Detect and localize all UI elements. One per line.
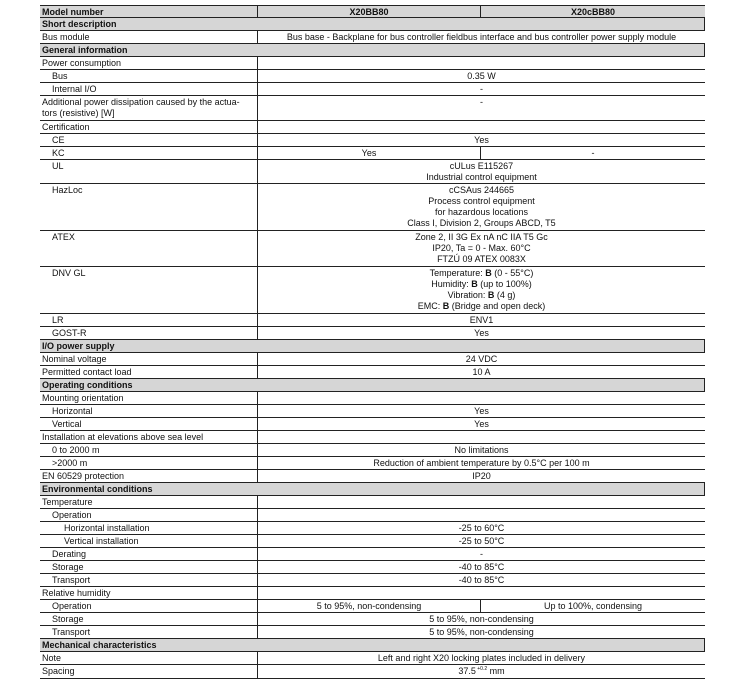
row-label: GOST-R [40, 327, 258, 339]
row-label: Bus [40, 70, 258, 82]
table-row [40, 267, 705, 314]
row-value: cULus E115267 Industrial control equipment [426, 161, 537, 182]
row-label: Storage [40, 561, 258, 573]
row-value-col1: Yes [258, 147, 481, 159]
row-value: Temperature: B (0 - 55°C) Humidity: B (up to 100%) Vibration: B (4 g) EMC: B (Bridge and open deck) [417, 268, 546, 311]
table-row [40, 561, 705, 574]
row-label: Operation [40, 600, 258, 612]
section-general-information [40, 44, 705, 57]
row-label: >2000 m [40, 457, 258, 469]
table-row [40, 626, 705, 639]
table-row [40, 83, 705, 96]
row-value: 0.35 W [467, 71, 496, 81]
table-row [40, 496, 705, 509]
row-label: Derating [40, 548, 258, 560]
row-label: LR [40, 314, 258, 326]
table-row [40, 327, 705, 340]
section-title: I/O power supply [40, 340, 705, 352]
row-value: -25 to 60°C [458, 523, 505, 533]
section-operating-conditions [40, 379, 705, 392]
table-row [40, 353, 705, 366]
row-value: 10 A [472, 367, 491, 377]
table-row [40, 134, 705, 147]
row-value: Yes [474, 419, 489, 429]
row-label: Nominal voltage [40, 353, 258, 365]
row-label: CE [40, 134, 258, 146]
section-io-power-supply [40, 340, 705, 353]
row-label: Permitted contact load [40, 366, 258, 378]
table-row [40, 470, 705, 483]
table-row [40, 57, 705, 70]
table-row [40, 600, 705, 613]
row-value-col1: 5 to 95%, non-condensing [258, 600, 481, 612]
table-row [40, 405, 705, 418]
row-label: Operation [40, 509, 258, 521]
row-label: Relative humidity [40, 587, 258, 599]
row-value: - [480, 84, 483, 94]
table-row [40, 418, 705, 431]
row-label: Temperature [40, 496, 258, 508]
section-title: Operating conditions [40, 379, 705, 391]
row-label: DNV GL [40, 267, 258, 313]
table-row [40, 147, 705, 160]
table-row [40, 574, 705, 587]
row-value: cCSAus 244665 Process control equipment for hazardous locations Class I, Division 2, Groups ABCD, T5 [407, 185, 556, 228]
row-label: UL [40, 160, 258, 183]
table-row [40, 522, 705, 535]
row-label: Vertical [40, 418, 258, 430]
row-label: Horizontal installation [40, 522, 258, 534]
row-label: Mounting orientation [40, 392, 258, 404]
table-row [40, 366, 705, 379]
table-row [40, 31, 705, 44]
row-value: Yes [474, 135, 489, 145]
row-label: 0 to 2000 m [40, 444, 258, 456]
row-value: IP20 [472, 471, 491, 481]
section-short-description [40, 18, 705, 31]
table-row [40, 587, 705, 600]
row-value: 37.5 $^{+0.2}$ mm [458, 666, 505, 676]
table-row [40, 70, 705, 83]
row-label: Vertical installation [40, 535, 258, 547]
datasheet-table [40, 5, 705, 679]
row-label: Bus module [40, 31, 258, 43]
row-value: 5 to 95%, non-condensing [429, 627, 534, 637]
table-row [40, 160, 705, 184]
table-row [40, 613, 705, 626]
row-label: Certification [40, 121, 258, 133]
table-row [40, 184, 705, 231]
section-mechanical-characteristics [40, 639, 705, 652]
row-label: Spacing [40, 665, 258, 678]
table-row [40, 431, 705, 444]
row-label: Additional power dissipation caused by the actua- tors (resistive) [W] [40, 96, 258, 120]
row-label: HazLoc [40, 184, 258, 230]
row-value: - [480, 97, 483, 107]
row-value: Reduction of ambient temperature by 0.5°C per 100 m [373, 458, 590, 468]
header-col-x20bb80: X20BB80 [258, 6, 481, 17]
table-row [40, 665, 705, 679]
table-row [40, 392, 705, 405]
row-label: Transport [40, 574, 258, 586]
table-row [40, 231, 705, 267]
header-label: Model number [40, 6, 258, 17]
table-row [40, 509, 705, 522]
row-label: Internal I/O [40, 83, 258, 95]
header-col-x20cbb80: X20cBB80 [570, 7, 616, 17]
table-row [40, 444, 705, 457]
row-value: ENV1 [469, 315, 494, 325]
table-row [40, 121, 705, 134]
row-value: Zone 2, II 3G Ex nA nC IIA T5 Gc IP20, Ta = 0 - Max. 60°C FTZÚ 09 ATEX 0083X [415, 232, 548, 264]
table-row [40, 535, 705, 548]
section-title: Short description [40, 18, 705, 30]
row-label: Note [40, 652, 258, 664]
row-label: ATEX [40, 231, 258, 266]
row-value: 5 to 95%, non-condensing [429, 614, 534, 624]
table-row [40, 314, 705, 327]
row-value: 24 VDC [465, 354, 498, 364]
row-value: - [480, 549, 483, 559]
row-value-col2: Up to 100%, condensing [543, 601, 643, 611]
table-row [40, 457, 705, 470]
section-environmental-conditions [40, 483, 705, 496]
row-label: Installation at elevations above sea level [40, 431, 258, 443]
section-title: Mechanical characteristics [40, 639, 705, 651]
row-value: -40 to 85°C [458, 562, 505, 572]
section-title: General information [40, 44, 705, 56]
row-value: -40 to 85°C [458, 575, 505, 585]
row-label: EN 60529 protection [40, 470, 258, 482]
row-value-col2: - [591, 148, 595, 158]
row-label: Power consumption [40, 57, 258, 69]
row-label: Storage [40, 613, 258, 625]
section-title: Environmental conditions [40, 483, 705, 495]
row-label: KC [40, 147, 258, 159]
row-value: Yes [474, 328, 489, 338]
row-value: Bus base - Backplane for bus controller fieldbus interface and bus controller power supply module [286, 32, 677, 42]
row-value: Yes [474, 406, 489, 416]
row-value: -25 to 50°C [458, 536, 505, 546]
row-value: Left and right X20 locking plates included in delivery [377, 653, 586, 663]
table-row [40, 548, 705, 561]
row-label: Horizontal [40, 405, 258, 417]
table-row [40, 652, 705, 665]
row-label: Transport [40, 626, 258, 638]
table-row [40, 96, 705, 121]
row-value: No limitations [454, 445, 509, 455]
table-header-row [40, 5, 705, 18]
